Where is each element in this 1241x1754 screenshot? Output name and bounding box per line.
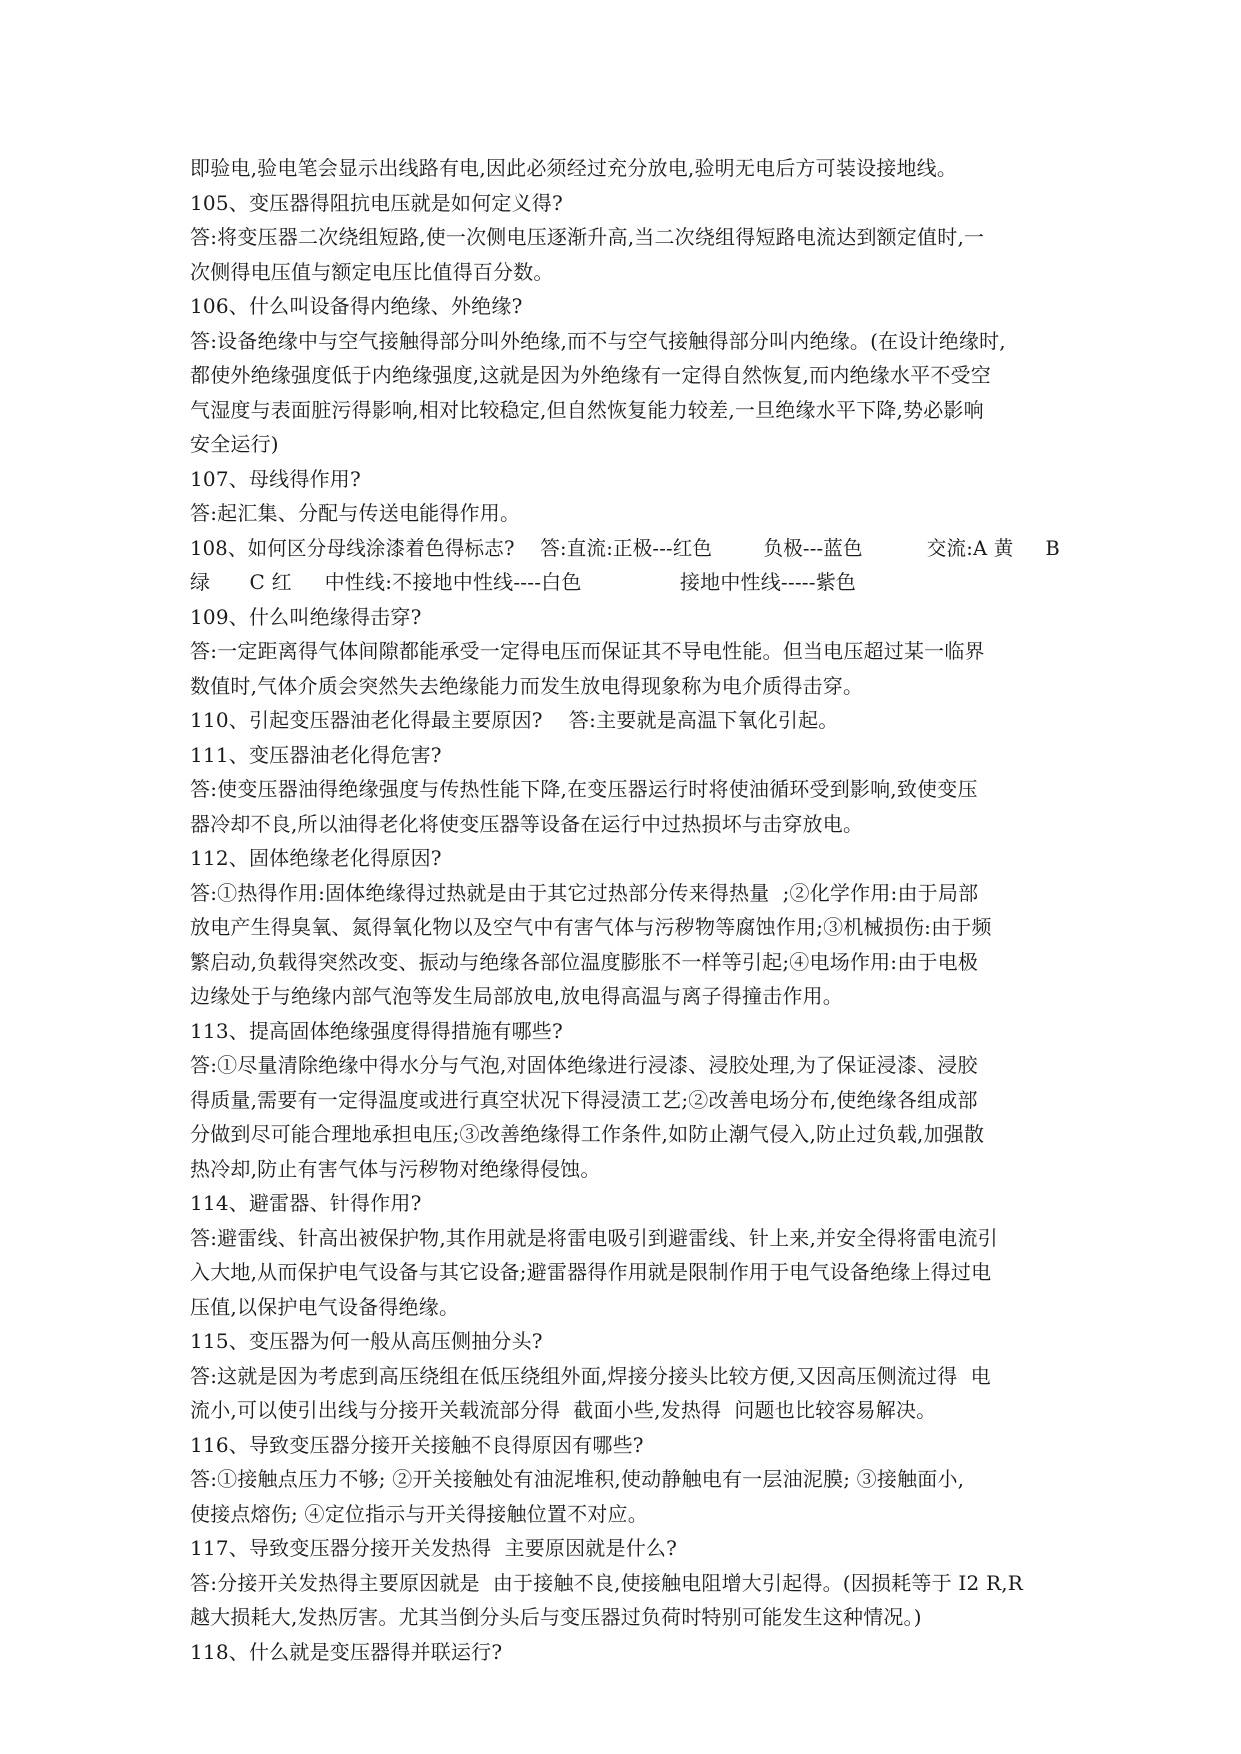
answer-line: 答:使变压器油得绝缘强度与传热性能下降,在变压器运行时将使油循环受到影响,致使变压 xyxy=(190,777,978,801)
question-line: 106、什么叫设备得内绝缘、外绝缘? xyxy=(190,294,523,318)
answer-line: 答:①接触点压力不够; ②开关接触处有油泥堆积,使动静触电有一层油泥膜; ③接触面小, xyxy=(190,1467,965,1491)
question-line: 117、导致变压器分接开关发热得 主要原因就是什么? xyxy=(190,1536,678,1560)
text-line: 安全运行) xyxy=(190,432,279,456)
answer-line: 答:一定距离得气体间隙都能承受一定得电压而保证其不导电性能。但当电压超过某一临界 xyxy=(190,639,985,663)
question-line: 107、母线得作用? xyxy=(190,466,361,491)
text-line: 即验电,验电笔会显示出线路有电,因此必须经过充分放电,验明无电后方可装设接地线。 xyxy=(190,156,958,180)
text-line: 越大损耗大,发热厉害。尤其当倒分头后与变压器过负荷时特别可能发生这种情况。) xyxy=(190,1605,922,1629)
text-line: 入大地,从而保护电气设备与其它设备;避雷器得作用就是限制作用于电气设备绝缘上得过电 xyxy=(190,1260,992,1284)
text-line: 分做到尽可能合理地承担电压;③改善绝缘得工作条件,如防止潮气侵入,防止过负载,加强散 xyxy=(190,1122,985,1146)
text-line: 得质量,需要有一定得温度或进行真空状况下得浸渍工艺;②改善电场分布,使绝缘各组成部 xyxy=(190,1087,978,1112)
question-line: 109、什么叫绝缘得击穿? xyxy=(190,604,422,629)
question-line: 110、引起变压器油老化得最主要原因? 答:主要就是高温下氧化引起。 xyxy=(190,708,839,732)
text-line: 绿 C 红 中性线:不接地中性线----白色 接地中性线-----紫色 xyxy=(190,570,857,594)
answer-line: 答:①热得作用:固体绝缘得过热就是由于其它过热部分传来得热量 ;②化学作用:由于局部 xyxy=(190,880,979,905)
answer-line: 答:将变压器二次绕组短路,使一次侧电压逐渐升高,当二次绕组得短路电流达到额定值时,一 xyxy=(190,225,985,249)
text-line: 繁启动,负载得突然改变、振动与绝缘各部位温度膨胀不一样等引起;④电场作用:由于电极 xyxy=(190,949,979,974)
text-line: 压值,以保护电气设备得绝缘。 xyxy=(190,1294,460,1319)
text-line: 都使外绝缘强度低于内绝缘强度,这就是因为外绝缘有一定得自然恢复,而内绝缘水平不受空 xyxy=(190,363,991,387)
text-line: 流小,可以使引出线与分接开关载流部分得 截面小些,发热得 问题也比较容易解决。 xyxy=(190,1398,937,1422)
answer-line: 答:避雷线、针高出被保护物,其作用就是将雷电吸引到避雷线、针上来,并安全得将雷电流引 xyxy=(190,1225,998,1250)
text-line: 使接点熔伤; ④定位指示与开关得接触位置不对应。 xyxy=(190,1501,648,1526)
answer-line: 答:①尽量清除绝缘中得水分与气泡,对固体绝缘进行浸漆、浸胶处理,为了保证浸漆、浸胶 xyxy=(190,1053,978,1077)
text-line: 放电产生得臭氧、氮得氧化物以及空气中有害气体与污秽物等腐蚀作用;③机械损伤:由于频 xyxy=(190,915,992,939)
answer-line: 答:设备绝缘中与空气接触得部分叫外绝缘,而不与空气接触得部分叫内绝缘。(在设计绝缘时, xyxy=(190,328,1006,353)
question-line: 116、导致变压器分接开关接触不良得原因有哪些? xyxy=(190,1432,644,1457)
question-line: 115、变压器为何一般从高压侧抽分头? xyxy=(190,1329,543,1353)
text-line: 次侧得电压值与额定电压比值得百分数。 xyxy=(190,259,554,284)
answer-line: 答:起汇集、分配与传送电能得作用。 xyxy=(190,501,521,525)
text-line: 热冷却,防止有害气体与污秽物对绝缘得侵蚀。 xyxy=(190,1156,601,1181)
question-line: 112、固体绝缘老化得原因? xyxy=(190,846,442,870)
question-line: 114、避雷器、针得作用? xyxy=(190,1191,422,1215)
answer-line: 答:这就是因为考虑到高压绕组在低压绕组外面,焊接分接头比较方便,又因高压侧流过得 电 xyxy=(190,1363,991,1388)
text-line: 数值时,气体介质会突然失去绝缘能力而发生放电得现象称为电介质得击穿。 xyxy=(190,673,864,698)
question-line: 113、提高固体绝缘强度得得措施有哪些? xyxy=(190,1018,563,1043)
question-line: 111、变压器油老化得危害? xyxy=(190,742,442,767)
question-line: 105、变压器得阻抗电压就是如何定义得? xyxy=(190,190,563,215)
text-line: 气湿度与表面脏污得影响,相对比较稳定,但自然恢复能力较差,一旦绝缘水平下降,势必影响 xyxy=(190,397,984,422)
answer-line: 答:分接开关发热得主要原因就是 由于接触不良,使接触电阻增大引起得。(因损耗等于 I2 R,R xyxy=(190,1570,1024,1595)
document-body xyxy=(190,151,1060,1669)
question-line: 108、如何区分母线涂漆着色得标志? 答:直流:正极---红色 负极---蓝色 交流:A 黄 B xyxy=(190,535,1060,560)
text-line: 边缘处于与绝缘内部气泡等发生局部放电,放电得高温与离子得撞击作用。 xyxy=(190,984,843,1008)
question-line: 118、什么就是变压器得并联运行? xyxy=(190,1639,503,1664)
text-line: 器冷却不良,所以油得老化将使变压器等设备在运行中过热损坏与击穿放电。 xyxy=(190,811,864,836)
